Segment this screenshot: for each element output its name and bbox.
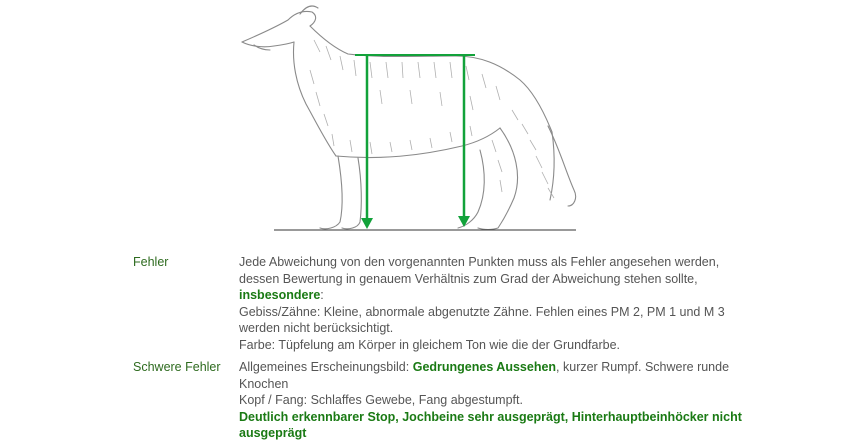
faults-color: Farbe: Tüpfelung am Körper in gleichem Ton wie die der Grundfarbe. bbox=[239, 337, 620, 352]
faults-intro-text: Jede Abweichung von den vorgenannten Punkten muss als Fehler angesehen werden, dessen Bewertung in genauem Verhältnis zum Grad der Abweichung stehen sollte, bbox=[239, 255, 720, 286]
appearance-highlight: Gedrungenes Aussehen bbox=[412, 360, 557, 374]
faults-intro-end: : bbox=[320, 288, 324, 302]
dog-outline bbox=[242, 6, 576, 230]
severe-faults-content bbox=[239, 359, 753, 442]
appearance-suffix: , kurzer Rumpf. Schwere runde Knochen bbox=[239, 360, 730, 391]
severe-faults-appearance bbox=[239, 359, 753, 392]
severe-faults-row bbox=[133, 359, 753, 442]
measurement-lines bbox=[274, 55, 576, 230]
severe-faults-label: Schwere Fehler bbox=[133, 360, 221, 374]
faults-row bbox=[133, 254, 753, 353]
faults-teeth: Gebiss/Zähne: Kleine, abnormale abgenutzte Zähne. Fehlen eines PM 2, PM 1 und M 3 werden nicht berücksichtigt. bbox=[239, 304, 725, 335]
severe-faults-stop: Deutlich erkennbarer Stop, Jochbeine sehr ausgeprägt, Hinterhauptbeinhöcker nicht ausgeprägt bbox=[239, 409, 742, 440]
height-at-withers-arrow bbox=[361, 218, 373, 229]
faults-table bbox=[133, 254, 753, 442]
faults-intro bbox=[239, 254, 753, 304]
faults-label: Fehler bbox=[133, 255, 169, 269]
dog-illustration bbox=[230, 0, 610, 248]
faults-content bbox=[239, 254, 753, 353]
borzoi-sketch bbox=[230, 0, 610, 248]
faults-intro-highlight: insbesondere bbox=[239, 288, 321, 302]
height-at-croup-arrow bbox=[458, 216, 470, 227]
appearance-prefix: Allgemeines Erscheinungsbild: bbox=[239, 360, 410, 374]
severe-faults-head: Kopf / Fang: Schlaffes Gewebe, Fang abgestumpft. bbox=[239, 393, 523, 407]
